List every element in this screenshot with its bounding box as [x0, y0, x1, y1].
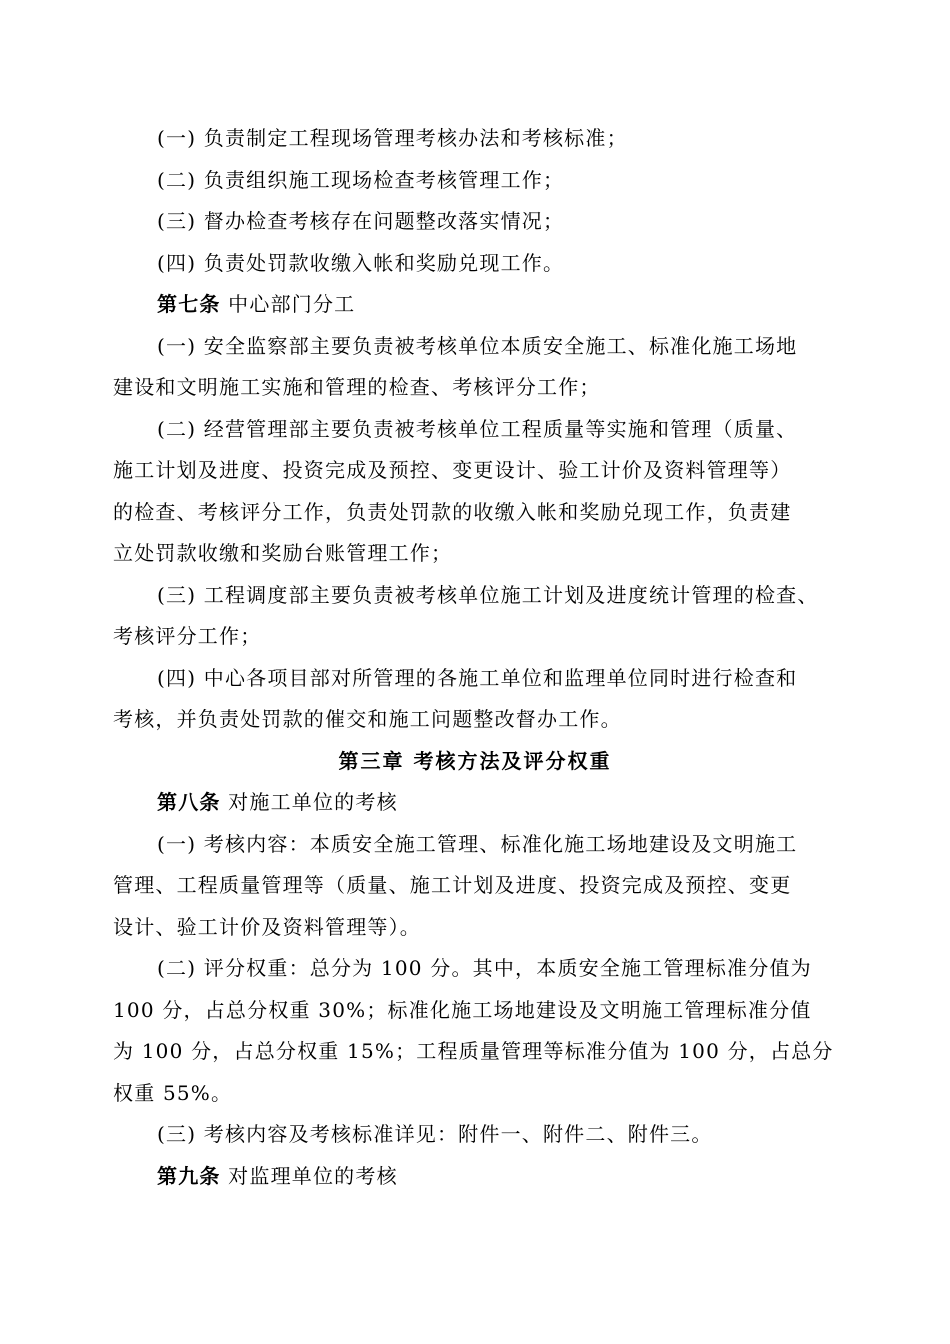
article-7-item-4-line-2: 考核，并负责处罚款的催交和施工问题整改督办工作。	[113, 707, 622, 731]
article-8-item-3: (三) 考核内容及考核标准详见：附件一、附件二、附件三。	[157, 1122, 713, 1146]
duty-item-4: (四) 负责处罚款收缴入帐和奖励兑现工作。	[157, 250, 565, 275]
article-7-item-2-line-2: 施工计划及进度、投资完成及预控、变更设计、验工计价及资料管理等）	[113, 458, 792, 482]
article-7-heading	[113, 284, 837, 326]
article-7-item-3-line-1: (三) 工程调度部主要负责被考核单位施工计划及进度统计管理的检查、	[157, 582, 819, 607]
article-7-title: 中心部门分工	[220, 292, 356, 316]
duty-item-3: (三) 督办检查考核存在问题整改落实情况；	[157, 209, 565, 233]
article-7-item-3-line-2: 考核评分工作；	[113, 624, 262, 648]
article-8-title: 对施工单位的考核	[220, 790, 398, 814]
document-page	[113, 118, 837, 1197]
article-9-number: 第九条	[157, 1163, 221, 1188]
article-7-item-1-line-1: (一) 安全监察部主要负责被考核单位本质安全施工、标准化施工场地	[157, 333, 798, 358]
article-8-item-1-line-2: 管理、工程质量管理等（质量、施工计划及进度、投资完成及预控、变更	[113, 873, 792, 897]
duty-item-2: (二) 负责组织施工现场检查考核管理工作；	[157, 167, 565, 192]
article-9-heading	[113, 1156, 837, 1198]
article-7-item-2-line-3: 的检查、考核评分工作，负责处罚款的收缴入帐和奖励兑现工作，负责建	[113, 499, 792, 524]
article-8-number: 第八条	[157, 790, 221, 814]
duty-item-1: (一) 负责制定工程现场管理考核办法和考核标准；	[157, 126, 628, 150]
article-9-title: 对监理单位的考核	[220, 1163, 398, 1188]
article-8-item-2-line-3: 为 100 分，占总分权重 15%；工程质量管理等标准分值为 100 分，占总分	[113, 1039, 834, 1063]
article-8-item-1-line-1: (一) 考核内容：本质安全施工管理、标准化施工场地建设及文明施工	[157, 831, 798, 856]
article-7-number: 第七条	[157, 292, 221, 316]
article-7-item-4-line-1: (四) 中心各项目部对所管理的各施工单位和监理单位同时进行检查和	[157, 665, 798, 690]
article-8-item-2-line-4: 权重 55%。	[113, 1080, 233, 1105]
article-7-item-1-line-2: 建设和文明施工实施和管理的检查、考核评分工作；	[113, 375, 601, 399]
article-8-item-2-line-2: 100 分，占总分权重 30%；标准化施工场地建设及文明施工管理标准分值	[113, 997, 812, 1022]
article-8-item-2-line-1: (二) 评分权重：总分为 100 分。其中，本质安全施工管理标准分值为	[157, 956, 812, 980]
article-7-item-2-line-4: 立处罚款收缴和奖励台账管理工作；	[113, 541, 453, 565]
chapter-3-title: 第三章 考核方法及评分权重	[338, 748, 612, 773]
article-7-item-2-line-1: (二) 经营管理部主要负责被考核单位工程质量等实施和管理（质量、	[157, 416, 798, 441]
article-8-item-1-line-3: 设计、验工计价及资料管理等）。	[113, 914, 421, 939]
article-8-heading	[113, 782, 837, 824]
